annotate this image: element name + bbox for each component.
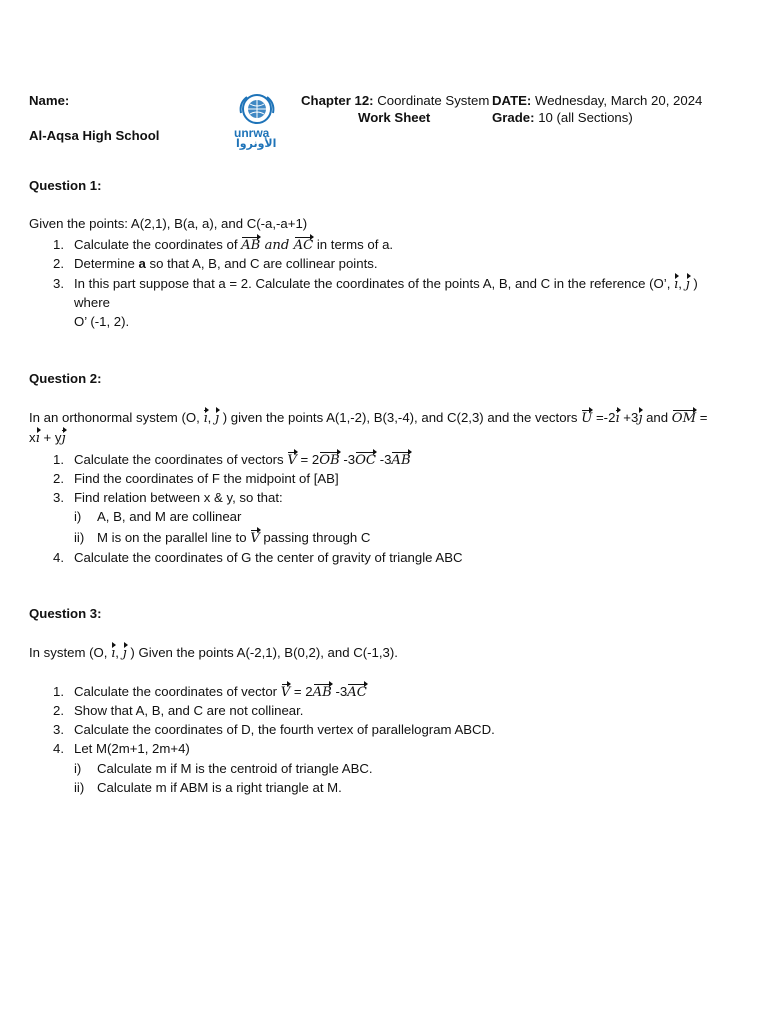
question-2-title: Question 2: (29, 371, 102, 386)
date-value: Wednesday, March 20, 2024 (534, 93, 703, 108)
q2-sub-ii: M is on the parallel line to V passing through C (97, 530, 371, 546)
date-line (492, 92, 702, 110)
q1-item-2: Determine a so that A, B, and C are collinear points. (74, 256, 378, 271)
q1-item-3: In this part suppose that a = 2. Calculate the coordinates of the points A, B, and C in the reference (O’, ı, ȷ ) (74, 276, 698, 292)
q3-item-1: Calculate the coordinates of vector V = 2AB -3AC (74, 684, 367, 700)
q2-item-4: Calculate the coordinates of G the center of gravity of triangle ABC (74, 550, 463, 565)
school-name: Al-Aqsa High School (29, 128, 160, 143)
list-number: 4. (53, 741, 64, 756)
chapter-title: Coordinate System (377, 93, 490, 108)
list-number: 3. (53, 490, 64, 505)
question-1-intro: Given the points: A(2,1), B(a, a), and C(-a,-a+1) (29, 216, 308, 231)
list-number: 2. (53, 703, 64, 718)
grade-value: 10 (all Sections) (538, 110, 633, 125)
list-number: 3. (53, 722, 64, 737)
worksheet-label: Work Sheet (358, 110, 431, 125)
sub-number: ii) (74, 780, 85, 795)
chapter-label: Chapter 12: (301, 93, 374, 108)
q3-sub-ii: Calculate m if ABM is a right triangle at M. (97, 780, 342, 795)
grade-label: Grade: (492, 110, 535, 125)
question-3-title: Question 3: (29, 606, 102, 621)
un-emblem-icon (236, 93, 278, 127)
sub-number: i) (74, 761, 82, 776)
sub-number: ii) (74, 530, 85, 545)
q1-item-1: Calculate the coordinates of AB and AC in terms of a. (74, 237, 394, 253)
list-number: 1. (53, 452, 64, 467)
list-number: 1. (53, 684, 64, 699)
list-number: 4. (53, 550, 64, 565)
sub-number: i) (74, 509, 82, 524)
q2-item-1: Calculate the coordinates of vectors V = 2OB -3OC -3AB (74, 452, 411, 468)
q2-item-3: Find relation between x & y, so that: (74, 490, 283, 505)
q3-item-2: Show that A, B, and C are not collinear. (74, 703, 304, 718)
list-number: 2. (53, 471, 64, 486)
q3-item-4: Let M(2m+1, 2m+4) (74, 741, 190, 756)
name-label: Name: (29, 93, 70, 108)
question-2-intro-line2: xı + yȷ (29, 430, 66, 446)
date-label: DATE: (492, 93, 532, 108)
q3-sub-i: Calculate m if M is the centroid of triangle ABC. (97, 761, 373, 776)
question-3-intro: In system (O, ı, ȷ ) Given the points A(-2,1), B(0,2), and C(-1,3). (29, 645, 398, 661)
unrwa-logo-text: unrwa (234, 126, 270, 140)
q1-item-3-line2: where (74, 295, 110, 310)
q2-sub-i: A, B, and M are collinear (97, 509, 242, 524)
list-number: 3. (53, 276, 64, 291)
unrwa-logo-text-arabic: الأونروا (236, 138, 277, 150)
question-2-intro: In an orthonormal system (O, ı, ȷ ) given the points A(1,-2), B(3,-4), and C(2,3) and the vectors U =-2ı +3ȷ and OM = (29, 410, 708, 426)
list-number: 2. (53, 256, 64, 271)
chapter-heading (301, 92, 489, 110)
q1-item-3-line3: O’ (-1, 2). (74, 314, 130, 329)
grade-line (492, 109, 633, 127)
q2-item-2: Find the coordinates of F the midpoint of [AB] (74, 471, 339, 486)
question-1-title: Question 1: (29, 178, 102, 193)
list-number: 1. (53, 237, 64, 252)
q3-item-3: Calculate the coordinates of D, the fourth vertex of parallelogram ABCD. (74, 722, 495, 737)
